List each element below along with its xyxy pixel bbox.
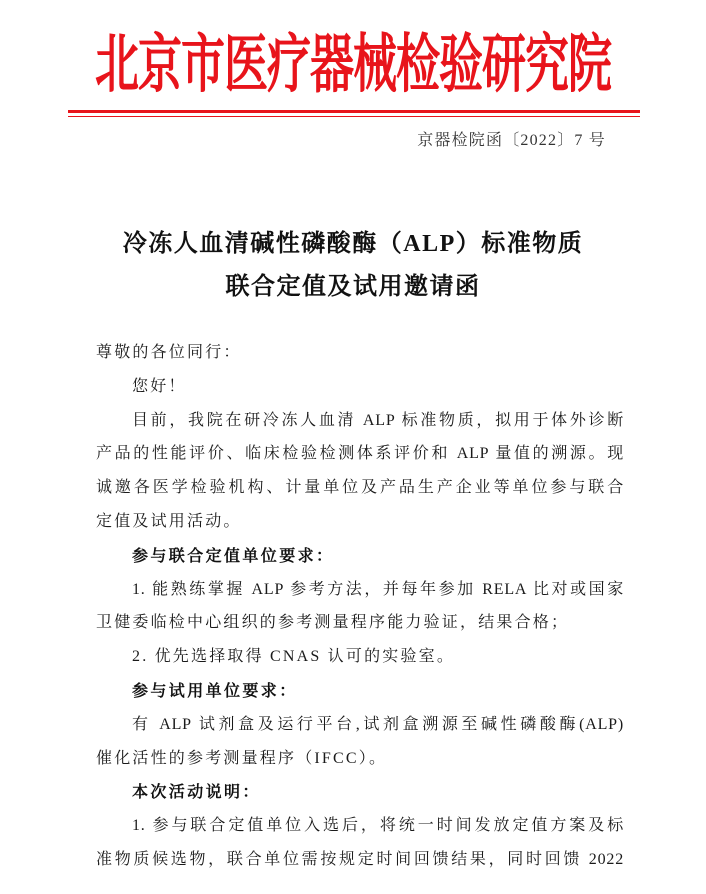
paragraph-line: 定值及试用活动。 [96,512,242,530]
salutation: 尊敬的各位同行： [96,344,242,361]
list-item-line: 准物质候选物，联合单位需按规定时间回馈结果，同时回馈 2022 [96,850,624,868]
list-item-line: 1. 能熟练掌握 ALP 参考方法，并每年参加 RELA 比对或国家 [132,580,624,598]
section-heading: 本次活动说明： [132,782,261,802]
greeting: 您好！ [132,377,187,395]
title-line: 冷冻人血清碱性磷酸酶（ALP）标准物质 [122,231,584,257]
letterhead-red-rule-thin [68,116,640,117]
institution-letterhead: 北京市医疗器械检验研究院 [95,28,611,103]
paragraph-line: 目前，我院在研冷冻人血清 ALP 标准物质，拟用于体外诊断 [132,411,624,429]
paragraph-line: 诚邀各医学检验机构、计量单位及产品生产企业等单位参与联合 [96,479,624,497]
section-heading: 参与试用单位要求： [132,680,298,700]
paragraph-line: 有 ALP 试剂盒及运行平台,试剂盒溯源至碱性磷酸酶(ALP) [132,715,624,733]
title-line: 联合定值及试用邀请函 [225,274,481,300]
paragraph-line: 催化活性的参考测量程序（IFCC）。 [96,749,388,767]
list-item-line: 2. 优先选择取得 CNAS 认可的实验室。 [132,648,456,666]
list-item-line: 卫健委临检中心组织的参考测量程序能力验证，结果合格； [96,614,570,632]
document-title [0,223,706,309]
letterhead-red-rule-thick [68,110,640,113]
list-item-line: 1. 参与联合定值单位入选后，将统一时间发放定值方案及标 [132,817,624,835]
section-heading: 参与联合定值单位要求： [132,545,335,565]
paragraph-line: 产品的性能评价、临床检验检测体系评价和 ALP 量值的溯源。现 [96,445,624,463]
letter-body [96,336,624,877]
document-number: 京器检院函〔2022〕7 号 [417,132,606,149]
